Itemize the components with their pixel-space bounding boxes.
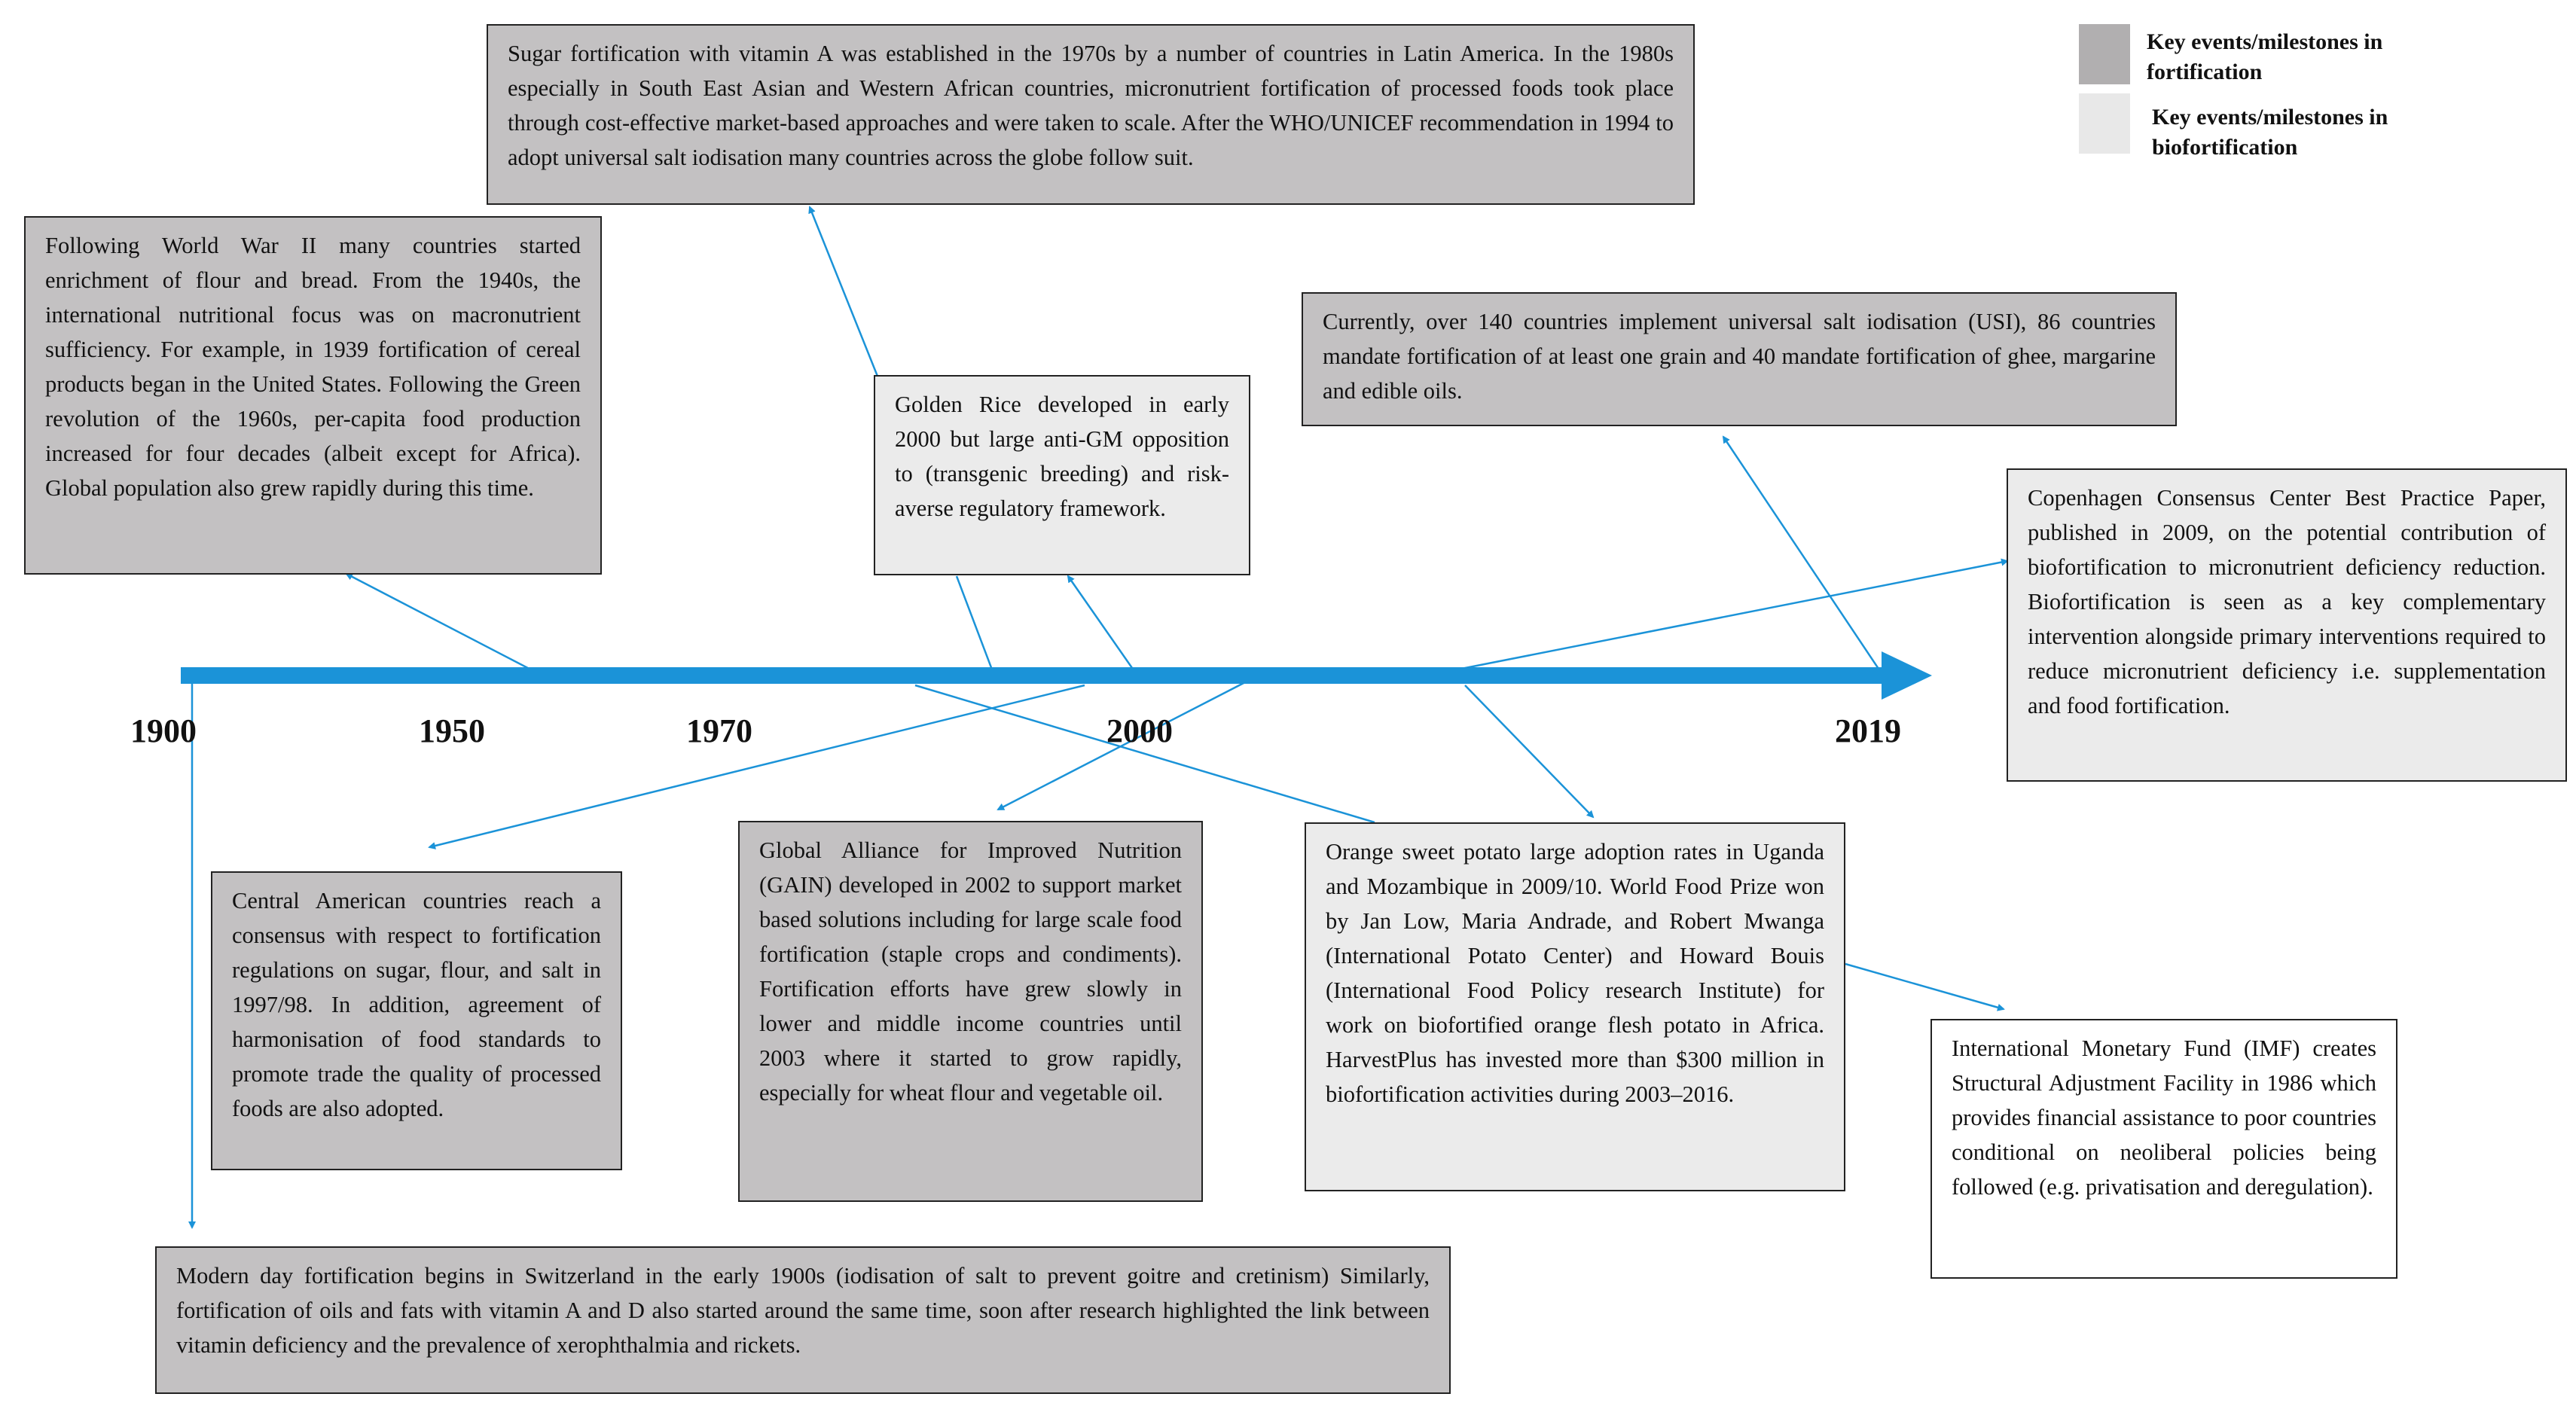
event-usi-current: Currently, over 140 countries implement universal salt iodisation (USI), 86 countries mandate fortification of at least one grain and 40 mandate fortification of ghee, margarine and edible oils. bbox=[1302, 292, 2177, 426]
year-label-1950: 1950 bbox=[419, 712, 485, 749]
year-label-1970: 1970 bbox=[686, 712, 752, 749]
event-gain: Global Alliance for Improved Nutrition (GAIN) developed in 2002 to support market based solutions including for large scale food fortification (staple crops and condiments). Fortification efforts have grew slowly in lower and middle income countries until 2003 where it started to grow rapidly, especially for wheat flour and vegetable oil. bbox=[738, 821, 1203, 1202]
timeline-axis bbox=[181, 667, 1891, 684]
event-sugar-vitamin-a: Sugar fortification with vitamin A was established in the 1970s by a number of countries in Latin America. In the 1980s especially in South East Asian and Western African countries, micronutrient fortification of processed foods took place through cost-effective market-based approaches and were taken to scale. After the WHO/UNICEF recommendation in 1994 to adopt universal salt iodisation many countries across the globe follow suit. bbox=[487, 24, 1695, 205]
event-orange-sweet-potato: Orange sweet potato large adoption rates in Uganda and Mozambique in 2009/10. World Food Prize won by Jan Low, Maria Andrade, and Robert Mwanga (International Potato Center) and Howard Bouis (International Food Policy research Institute) for work on biofortified orange flesh potato in Africa. HarvestPlus has invested more than $300 million in biofortification activities during 2003–2016. bbox=[1305, 822, 1845, 1191]
arrow-copenhagen bbox=[1454, 561, 2007, 670]
arrow-orange-sweet-potato bbox=[1465, 685, 1593, 817]
legend-swatch-biofortification bbox=[2079, 93, 2130, 154]
year-label-2000: 2000 bbox=[1106, 712, 1173, 749]
arrow-imf bbox=[1845, 964, 2004, 1009]
arrow-post-ww2 bbox=[346, 574, 542, 676]
timeline-arrowhead bbox=[1882, 651, 1932, 700]
event-golden-rice: Golden Rice developed in early 2000 but large anti-GM opposition to (transgenic breeding) and risk-averse regulatory framework. bbox=[874, 375, 1250, 575]
connector-orange-sweet-potato bbox=[915, 685, 1375, 822]
legend-label-biofortification: Key events/milestones in biofortification bbox=[2152, 105, 2388, 160]
year-label-2019: 2019 bbox=[1835, 712, 1901, 749]
event-switzerland: Modern day fortification begins in Switzerland in the early 1900s (iodisation of salt to prevent goitre and cretinism) Similarly, fortification of oils and fats with vitamin A and D also started around the same time, soon after research highlighted the link between vitamin deficiency and the prevalence of xerophthalmia and rickets. bbox=[155, 1246, 1451, 1394]
connector-golden-rice bbox=[957, 576, 994, 676]
event-post-ww2: Following World War II many countries started enrichment of flour and bread. From the 1940s, the international nutritional focus was on macronutrient sufficiency. For example, in 1939 fortification of cereal products began in the United States. Following the Green revolution of the 1960s, per-capita food production increased for four decades (albeit except for Africa). Global population also grew rapidly during this time. bbox=[24, 216, 602, 575]
event-copenhagen: Copenhagen Consensus Center Best Practice Paper, published in 2009, on the potential contribution of biofortification to micronutrient deficiency reduction. Biofortification is seen as a key complementary intervention alongside primary interventions required to reduce micronutrient deficiency i.e. supplementation and food fortification. bbox=[2007, 468, 2567, 782]
event-central-america: Central American countries reach a consensus with respect to fortification regulations on sugar, flour, and salt in 1997/98. In addition, agreement of harmonisation of food standards to promote trade the quality of processed foods are also adopted. bbox=[211, 871, 622, 1170]
legend-swatch-fortification bbox=[2079, 24, 2130, 84]
arrow-sugar-vitamin-a bbox=[810, 207, 880, 382]
arrow-golden-rice bbox=[1068, 576, 1137, 676]
arrow-usi bbox=[1723, 437, 1883, 676]
event-imf: International Monetary Fund (IMF) creates Structural Adjustment Facility in 1986 which provides financial assistance to poor countries conditional on neoliberal policies being followed (e.g. privatisation and deregulation). bbox=[1930, 1019, 2397, 1279]
year-label-1900: 1900 bbox=[130, 712, 197, 749]
legend-label-fortification: Key events/milestones in fortification bbox=[2147, 29, 2383, 84]
